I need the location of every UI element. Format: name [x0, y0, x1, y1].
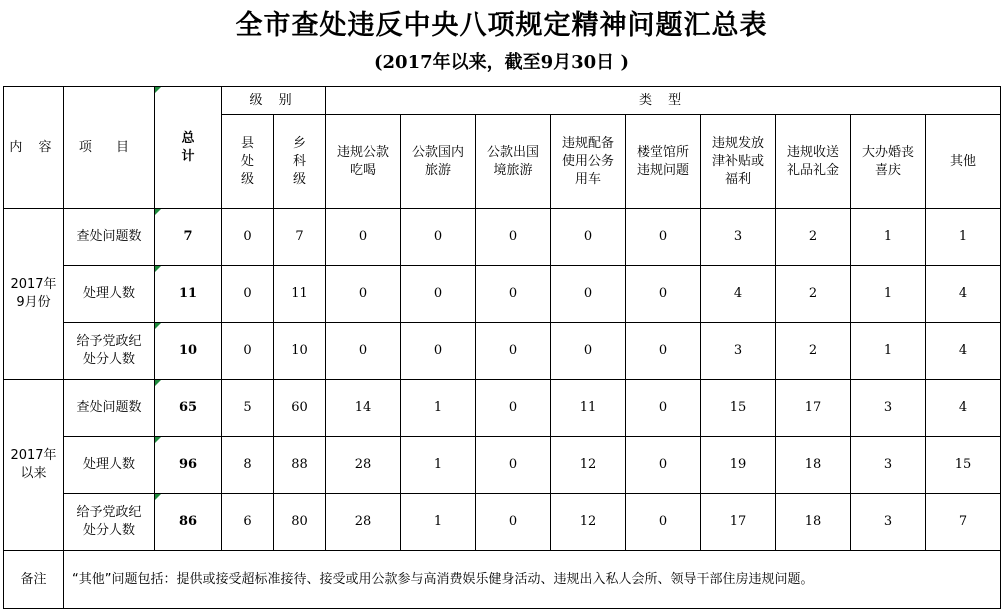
item-cell: 查处问题数 — [64, 380, 155, 437]
type-cell: 1 — [851, 266, 926, 323]
type-cell: 4 — [926, 380, 1001, 437]
summary-table — [3, 86, 1001, 609]
header-type-overseas-travel: 公款出国境旅游 — [476, 115, 551, 209]
total-cell: 11 — [155, 266, 222, 323]
type-cell: 0 — [626, 209, 701, 266]
remark-row — [4, 551, 1001, 609]
type-cell: 12 — [551, 494, 626, 551]
type-cell: 0 — [626, 323, 701, 380]
type-cell: 1 — [851, 209, 926, 266]
item-cell: 处理人数 — [64, 266, 155, 323]
type-cell: 1 — [926, 209, 1001, 266]
remark-label: 备注 — [4, 551, 64, 609]
total-cell: 86 — [155, 494, 222, 551]
period-cell: 2017年9月份 — [4, 209, 64, 380]
township-cell: 88 — [274, 437, 326, 494]
type-cell: 2 — [776, 266, 851, 323]
header-type-gifts: 违规收送礼品礼金 — [776, 115, 851, 209]
item-cell: 处理人数 — [64, 437, 155, 494]
item-cell: 查处问题数 — [64, 209, 155, 266]
type-cell: 3 — [851, 380, 926, 437]
county-cell: 8 — [222, 437, 274, 494]
type-cell: 0 — [476, 323, 551, 380]
header-level-group: 级 别 — [222, 87, 326, 115]
type-cell: 3 — [851, 437, 926, 494]
type-cell: 0 — [401, 323, 476, 380]
type-cell: 0 — [476, 209, 551, 266]
type-cell: 0 — [401, 266, 476, 323]
type-cell: 0 — [476, 437, 551, 494]
period-cell: 2017年以来 — [4, 380, 64, 551]
type-cell: 17 — [701, 494, 776, 551]
township-cell: 11 — [274, 266, 326, 323]
page-title: 全市查处违反中央八项规定精神问题汇总表 — [235, 10, 768, 41]
type-cell: 0 — [476, 380, 551, 437]
header-type-buildings: 楼堂馆所违规问题 — [626, 115, 701, 209]
type-cell: 0 — [626, 266, 701, 323]
table-row — [4, 437, 1001, 494]
header-type-other: 其他 — [926, 115, 1001, 209]
type-cell: 28 — [326, 494, 401, 551]
county-cell: 6 — [222, 494, 274, 551]
type-cell: 2 — [776, 323, 851, 380]
type-cell: 15 — [701, 380, 776, 437]
type-cell: 7 — [926, 494, 1001, 551]
header-type-group: 类 型 — [326, 87, 1001, 115]
type-cell: 4 — [926, 266, 1001, 323]
table-row — [4, 266, 1001, 323]
type-cell: 0 — [476, 494, 551, 551]
township-cell: 10 — [274, 323, 326, 380]
type-cell: 3 — [701, 209, 776, 266]
type-cell: 12 — [551, 437, 626, 494]
township-cell: 80 — [274, 494, 326, 551]
type-cell: 3 — [851, 494, 926, 551]
township-cell: 7 — [274, 209, 326, 266]
page-subtitle: (2017年以来，截至9月30日 ) — [374, 52, 629, 73]
table-row — [4, 380, 1001, 437]
header-content: 内 容 — [4, 87, 64, 209]
type-cell: 15 — [926, 437, 1001, 494]
type-cell: 0 — [326, 323, 401, 380]
header-row-1 — [4, 87, 1001, 115]
type-cell: 0 — [401, 209, 476, 266]
type-cell: 0 — [626, 437, 701, 494]
type-cell: 0 — [326, 266, 401, 323]
type-cell: 0 — [551, 266, 626, 323]
type-cell: 11 — [551, 380, 626, 437]
header-type-allowances: 违规发放津补贴或福利 — [701, 115, 776, 209]
type-cell: 17 — [776, 380, 851, 437]
township-cell: 60 — [274, 380, 326, 437]
type-cell: 18 — [776, 494, 851, 551]
type-cell: 3 — [701, 323, 776, 380]
type-cell: 18 — [776, 437, 851, 494]
header-total-label: 总计 — [181, 130, 195, 164]
item-cell: 给予党政纪处分人数 — [64, 494, 155, 551]
total-cell: 7 — [155, 209, 222, 266]
type-cell: 28 — [326, 437, 401, 494]
type-cell: 1 — [401, 380, 476, 437]
type-cell: 0 — [326, 209, 401, 266]
table-row — [4, 209, 1001, 266]
remark-text: “其他”问题包括：提供或接受超标准接待、接受或用公款参与高消费娱乐健身活动、违规出入私人会所、领导干部住房违规问题。 — [64, 551, 1001, 609]
header-type-weddings-funerals: 大办婚丧喜庆 — [851, 115, 926, 209]
type-cell: 1 — [851, 323, 926, 380]
header-type-official-car: 违规配备使用公务用车 — [551, 115, 626, 209]
type-cell: 0 — [476, 266, 551, 323]
header-total — [155, 87, 222, 209]
header-type-dining: 违规公款吃喝 — [326, 115, 401, 209]
table-row — [4, 323, 1001, 380]
table-row — [4, 494, 1001, 551]
header-type-domestic-travel: 公款国内旅游 — [401, 115, 476, 209]
type-cell: 4 — [926, 323, 1001, 380]
item-cell: 给予党政纪处分人数 — [64, 323, 155, 380]
type-cell: 2 — [776, 209, 851, 266]
county-cell: 5 — [222, 380, 274, 437]
county-cell: 0 — [222, 209, 274, 266]
county-cell: 0 — [222, 266, 274, 323]
total-cell: 65 — [155, 380, 222, 437]
header-level-county: 县处级 — [222, 115, 274, 209]
header-item: 项 目 — [64, 87, 155, 209]
type-cell: 4 — [701, 266, 776, 323]
type-cell: 0 — [626, 494, 701, 551]
type-cell: 1 — [401, 437, 476, 494]
type-cell: 0 — [551, 209, 626, 266]
type-cell: 14 — [326, 380, 401, 437]
header-level-township: 乡科级 — [274, 115, 326, 209]
type-cell: 19 — [701, 437, 776, 494]
total-cell: 10 — [155, 323, 222, 380]
county-cell: 0 — [222, 323, 274, 380]
total-cell: 96 — [155, 437, 222, 494]
type-cell: 0 — [551, 323, 626, 380]
type-cell: 0 — [626, 380, 701, 437]
type-cell: 1 — [401, 494, 476, 551]
